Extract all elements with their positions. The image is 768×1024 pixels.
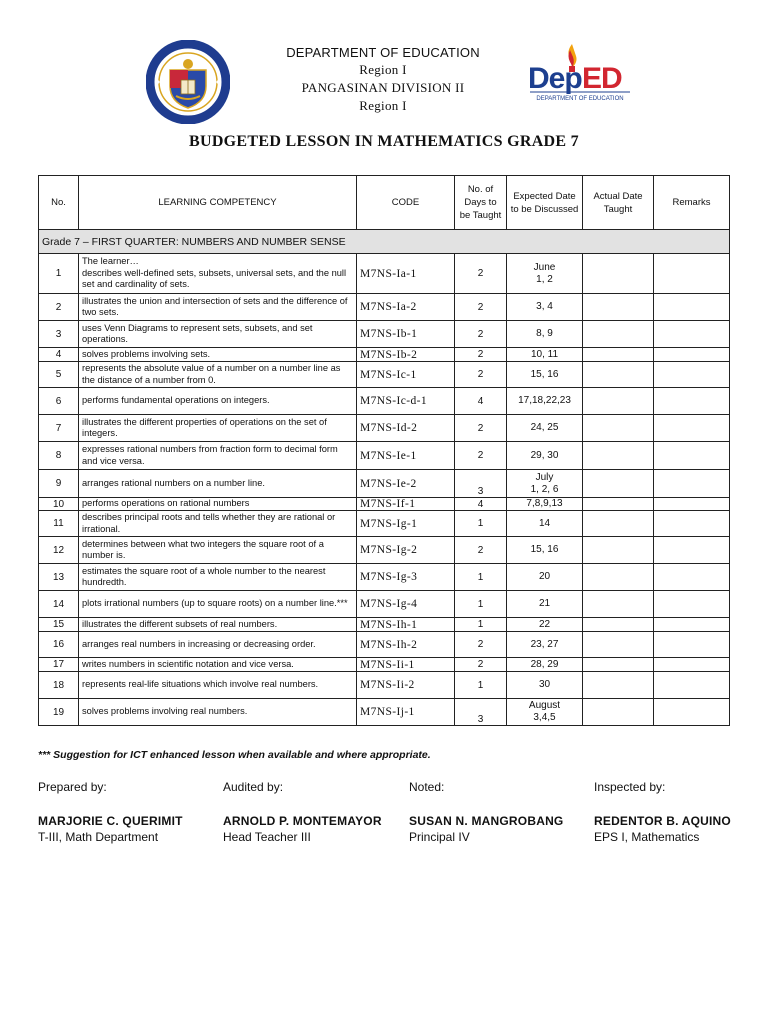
- svg-text:ED: ED: [582, 62, 622, 95]
- expected-date-cell: 29, 30: [507, 442, 583, 470]
- table-row: [39, 470, 730, 498]
- table-row: [39, 388, 730, 415]
- header-days: No. of Days to be Taught: [455, 176, 507, 230]
- code-cell: M7NS-Ie-2: [357, 470, 455, 498]
- no: 7: [39, 415, 79, 442]
- competency-cell: plots irrational numbers (up to square roots) on a number line.***: [79, 591, 357, 618]
- days-cell: 2: [455, 348, 507, 362]
- competency-cell: arranges rational numbers on a number line.: [79, 470, 357, 498]
- days-cell: 2: [455, 362, 507, 388]
- no: 3: [39, 321, 79, 348]
- no: 6: [39, 388, 79, 415]
- no: 17: [39, 658, 79, 672]
- table-row: [39, 618, 730, 632]
- competency-cell: estimates the square root of a whole number to the nearest hundredth.: [79, 564, 357, 591]
- days-cell: 2: [455, 442, 507, 470]
- code-cell: M7NS-Ih-1: [357, 618, 455, 632]
- no: 11: [39, 511, 79, 537]
- table-row: [39, 564, 730, 591]
- expected-date-cell: 24, 25: [507, 415, 583, 442]
- table-header-row: [39, 176, 730, 230]
- actual-date-cell: [583, 254, 654, 294]
- actual-date-cell: [583, 564, 654, 591]
- expected-date-cell: 8, 9: [507, 321, 583, 348]
- competency-cell: uses Venn Diagrams to represent sets, subsets, and set operations.: [79, 321, 357, 348]
- days-cell: 4: [455, 498, 507, 511]
- days-cell: 2: [455, 254, 507, 294]
- signatory-inspected: [594, 780, 731, 844]
- table-row: [39, 537, 730, 564]
- actual-date-cell: [583, 672, 654, 699]
- code-cell: M7NS-Ic-1: [357, 362, 455, 388]
- days-cell: 2: [455, 415, 507, 442]
- document-header: [0, 0, 768, 130]
- expected-date-cell: 30: [507, 672, 583, 699]
- remarks-cell: [654, 498, 730, 511]
- expected-date-cell: 21: [507, 591, 583, 618]
- days-cell: 2: [455, 658, 507, 672]
- svg-text:DEPARTMENT OF EDUCATION: DEPARTMENT OF EDUCATION: [536, 96, 624, 102]
- actual-date-cell: [583, 618, 654, 632]
- code-cell: M7NS-Ig-2: [357, 537, 455, 564]
- expected-date-cell: 10, 11: [507, 348, 583, 362]
- expected-date-cell: 14: [507, 511, 583, 537]
- header-competency: LEARNING COMPETENCY: [79, 176, 357, 230]
- days-cell: 3: [455, 699, 507, 726]
- table-row: [39, 415, 730, 442]
- remarks-cell: [654, 388, 730, 415]
- header-code: CODE: [357, 176, 455, 230]
- signatory-audited: [223, 780, 382, 844]
- table-row: [39, 658, 730, 672]
- signatory-position: Head Teacher III: [223, 830, 311, 844]
- days-cell: 1: [455, 672, 507, 699]
- actual-date-cell: [583, 294, 654, 321]
- signatory-role: Prepared by:: [38, 780, 107, 794]
- expected-date-cell: 15, 16: [507, 362, 583, 388]
- signatory-name: ARNOLD P. MONTEMAYOR: [223, 814, 382, 828]
- actual-date-cell: [583, 415, 654, 442]
- code-cell: M7NS-Ig-1: [357, 511, 455, 537]
- competency-cell: performs operations on rational numbers: [79, 498, 357, 511]
- svg-text:Dep: Dep: [528, 62, 582, 95]
- remarks-cell: [654, 672, 730, 699]
- competency-cell: determines between what two integers the square root of a number is.: [79, 537, 357, 564]
- signatory-role: Audited by:: [223, 780, 284, 794]
- expected-date-cell: 7,8,9,13: [507, 498, 583, 511]
- remarks-cell: [654, 470, 730, 498]
- remarks-cell: [654, 699, 730, 726]
- expected-date-cell: 3, 4: [507, 294, 583, 321]
- table-row: [39, 672, 730, 699]
- competency-cell: solves problems involving real numbers.: [79, 699, 357, 726]
- no: 10: [39, 498, 79, 511]
- remarks-cell: [654, 348, 730, 362]
- code-cell: M7NS-Ic-d-1: [357, 388, 455, 415]
- footnote: *** Suggestion for ICT enhanced lesson when available and where appropriate.: [38, 749, 431, 761]
- no: 1: [39, 254, 79, 294]
- remarks-cell: [654, 658, 730, 672]
- remarks-cell: [654, 442, 730, 470]
- expected-date-cell: 20: [507, 564, 583, 591]
- division-line: PANGASINAN DIVISION II: [301, 80, 465, 95]
- code-cell: M7NS-Ij-1: [357, 699, 455, 726]
- competency-cell: solves problems involving sets.: [79, 348, 357, 362]
- competency-cell: arranges real numbers in increasing or decreasing order.: [79, 632, 357, 658]
- expected-date-cell: 17,18,22,23: [507, 388, 583, 415]
- actual-date-cell: [583, 498, 654, 511]
- code-cell: M7NS-Ig-3: [357, 564, 455, 591]
- header-expected-date: Expected Date to be Discussed: [507, 176, 583, 230]
- remarks-cell: [654, 632, 730, 658]
- days-cell: 2: [455, 294, 507, 321]
- expected-date-cell: June 1, 2: [507, 254, 583, 294]
- remarks-cell: [654, 321, 730, 348]
- actual-date-cell: [583, 699, 654, 726]
- table-row: [39, 348, 730, 362]
- remarks-cell: [654, 362, 730, 388]
- actual-date-cell: [583, 321, 654, 348]
- no: 18: [39, 672, 79, 699]
- remarks-cell: [654, 537, 730, 564]
- quarter-label: Grade 7 – FIRST QUARTER: NUMBERS AND NUMBER SENSE: [39, 230, 730, 254]
- days-cell: 1: [455, 618, 507, 632]
- budget-table: [38, 175, 730, 726]
- code-cell: M7NS-Id-2: [357, 415, 455, 442]
- no: 16: [39, 632, 79, 658]
- remarks-cell: [654, 591, 730, 618]
- remarks-cell: [654, 294, 730, 321]
- remarks-cell: [654, 254, 730, 294]
- no: 9: [39, 470, 79, 498]
- no: 8: [39, 442, 79, 470]
- competency-cell: represents real-life situations which involve real numbers.: [79, 672, 357, 699]
- remarks-cell: [654, 511, 730, 537]
- days-cell: 1: [455, 511, 507, 537]
- header-text-block: [230, 44, 536, 115]
- expected-date-cell: August 3,4,5: [507, 699, 583, 726]
- code-cell: M7NS-Ii-2: [357, 672, 455, 699]
- table-row: [39, 632, 730, 658]
- code-cell: M7NS-Ib-2: [357, 348, 455, 362]
- no: 13: [39, 564, 79, 591]
- table-row: [39, 591, 730, 618]
- signatory-role: Inspected by:: [594, 780, 666, 794]
- remarks-cell: [654, 618, 730, 632]
- signatory-name: SUSAN N. MANGROBANG: [409, 814, 564, 828]
- code-cell: M7NS-Ih-2: [357, 632, 455, 658]
- remarks-cell: [654, 415, 730, 442]
- department-name: DEPARTMENT OF EDUCATION: [286, 45, 480, 60]
- competency-cell: illustrates the different subsets of real numbers.: [79, 618, 357, 632]
- signatory-position: EPS I, Mathematics: [594, 830, 700, 844]
- code-cell: M7NS-Ie-1: [357, 442, 455, 470]
- competency-cell: expresses rational numbers from fraction form to decimal form and vice versa.: [79, 442, 357, 470]
- no: 4: [39, 348, 79, 362]
- competency-cell: The learner… describes well-defined sets, subsets, universal sets, and the null set and cardinality of sets.: [79, 254, 357, 294]
- header-actual-date: Actual Date Taught: [583, 176, 654, 230]
- table-row: [39, 511, 730, 537]
- deped-seal-icon: [146, 40, 230, 124]
- region-line: Region I: [359, 62, 407, 77]
- actual-date-cell: [583, 632, 654, 658]
- days-cell: 4: [455, 388, 507, 415]
- actual-date-cell: [583, 348, 654, 362]
- competency-cell: illustrates the union and intersection of sets and the difference of two sets.: [79, 294, 357, 321]
- actual-date-cell: [583, 442, 654, 470]
- table-row: [39, 498, 730, 511]
- actual-date-cell: [583, 537, 654, 564]
- code-cell: M7NS-Ib-1: [357, 321, 455, 348]
- table-row: [39, 362, 730, 388]
- competency-cell: writes numbers in scientific notation and vice versa.: [79, 658, 357, 672]
- no: 15: [39, 618, 79, 632]
- expected-date-cell: 23, 27: [507, 632, 583, 658]
- competency-cell: represents the absolute value of a number on a number line as the distance of a number from 0.: [79, 362, 357, 388]
- header-no: No.: [39, 176, 79, 230]
- remarks-cell: [654, 564, 730, 591]
- signatory-name: REDENTOR B. AQUINO: [594, 814, 731, 828]
- competency-cell: describes principal roots and tells whether they are rational or irrational.: [79, 511, 357, 537]
- code-cell: M7NS-Ig-4: [357, 591, 455, 618]
- no: 14: [39, 591, 79, 618]
- document-title: BUDGETED LESSON IN MATHEMATICS GRADE 7: [189, 133, 579, 150]
- signatory-noted: [409, 780, 563, 844]
- code-cell: M7NS-Ia-2: [357, 294, 455, 321]
- expected-date-cell: 15, 16: [507, 537, 583, 564]
- deped-logo-icon: [526, 38, 636, 108]
- signatory-position: Principal IV: [409, 830, 470, 844]
- expected-date-cell: 22: [507, 618, 583, 632]
- code-cell: M7NS-Ii-1: [357, 658, 455, 672]
- signatory-position: T-III, Math Department: [38, 830, 159, 844]
- region-line-2: Region I: [359, 98, 407, 113]
- actual-date-cell: [583, 591, 654, 618]
- no: 5: [39, 362, 79, 388]
- table-row: [39, 321, 730, 348]
- expected-date-cell: July 1, 2, 6: [507, 470, 583, 498]
- days-cell: 3: [455, 470, 507, 498]
- table-row: [39, 294, 730, 321]
- code-cell: M7NS-If-1: [357, 498, 455, 511]
- actual-date-cell: [583, 362, 654, 388]
- actual-date-cell: [583, 658, 654, 672]
- signatory-role: Noted:: [409, 780, 445, 794]
- table-row: [39, 254, 730, 294]
- competency-cell: illustrates the different properties of operations on the set of integers.: [79, 415, 357, 442]
- competency-cell: performs fundamental operations on integers.: [79, 388, 357, 415]
- expected-date-cell: 28, 29: [507, 658, 583, 672]
- days-cell: 2: [455, 321, 507, 348]
- actual-date-cell: [583, 470, 654, 498]
- days-cell: 1: [455, 591, 507, 618]
- signatory-name: MARJORIE C. QUERIMIT: [38, 814, 183, 828]
- no: 19: [39, 699, 79, 726]
- signatory-prepared: [38, 780, 183, 844]
- actual-date-cell: [583, 511, 654, 537]
- days-cell: 2: [455, 537, 507, 564]
- table-row: [39, 442, 730, 470]
- actual-date-cell: [583, 388, 654, 415]
- days-cell: 1: [455, 564, 507, 591]
- days-cell: 2: [455, 632, 507, 658]
- table-row: [39, 699, 730, 726]
- quarter-row: [39, 230, 730, 254]
- no: 2: [39, 294, 79, 321]
- no: 12: [39, 537, 79, 564]
- code-cell: M7NS-Ia-1: [357, 254, 455, 294]
- header-remarks: Remarks: [654, 176, 730, 230]
